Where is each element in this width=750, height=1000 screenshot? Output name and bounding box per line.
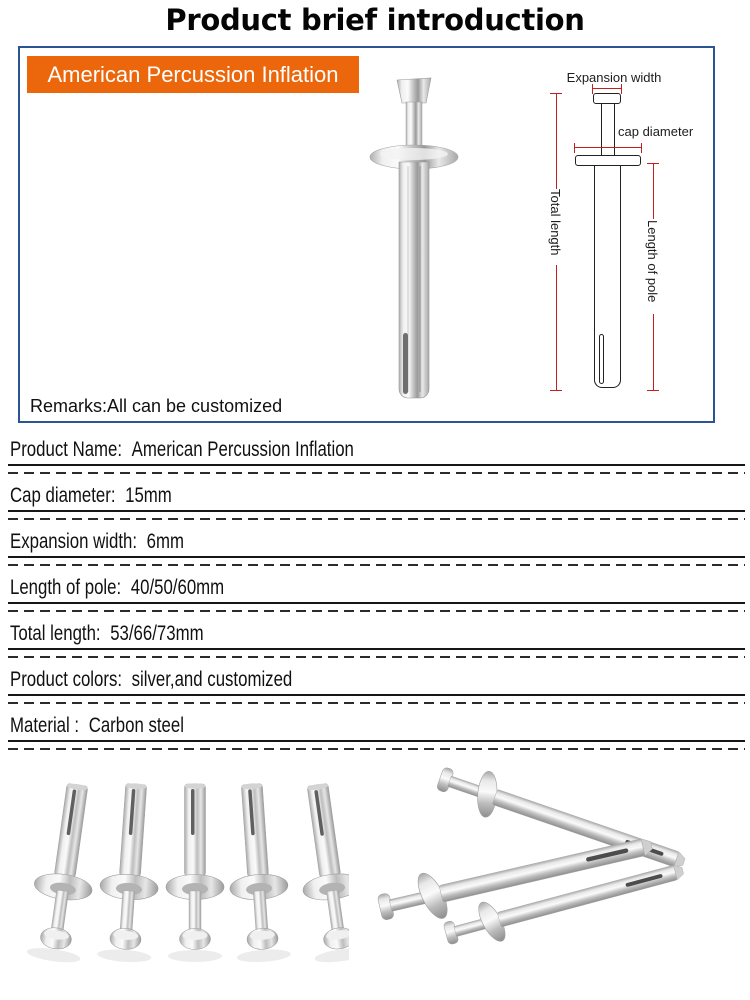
spec-row [8,650,745,696]
product-photo [352,74,476,410]
spec-value: silver,and customized [131,668,293,691]
spec-label: Product colors: [10,668,123,691]
page-title: Product brief introduction [165,3,585,37]
spec-label: Total length: [10,622,101,645]
pole-length-dimension-line [653,314,654,390]
spec-value: 40/50/60mm [130,576,225,599]
spec-value: Carbon steel [88,714,184,737]
spec-label: Cap diameter: [10,484,116,507]
cap-diameter-dimension-line [575,147,641,148]
spec-label: Expansion width: [10,530,138,553]
spec-label: Material : [10,714,80,737]
pole-length-dimension-line [653,163,654,219]
spec-list [8,420,745,742]
total-length-dimension-line [556,265,557,390]
cap-diameter-label: cap diameter [618,124,694,139]
anchor-slot-outline [599,334,604,384]
spec-row [8,466,745,512]
spec-label: Length of pole: [10,576,122,599]
total-length-label: Total length [548,189,563,256]
spec-label: Product Name: [10,438,123,461]
spec-value: 15mm [125,484,172,507]
spec-value: 53/66/73mm [110,622,204,645]
pole-length-bottom-tick [647,390,659,391]
spec-row [8,420,745,466]
dimension-diagram [532,62,717,410]
expansion-width-dimension-line [593,88,621,89]
banner-label: American Percussion Inflation [47,61,339,87]
length-of-pole-label: Length of pole [645,220,660,303]
product-name-banner [27,56,359,93]
total-length-dimension-line [556,93,557,189]
product-panel [18,46,715,423]
remarks-text: Remarks:All can be customized [30,396,283,416]
spec-value: American Percussion Inflation [131,438,354,461]
anchors-row-photo [15,776,349,978]
expansion-width-label: Expansion width [566,70,662,85]
spec-row [8,604,745,650]
spec-row [8,558,745,604]
spec-value: 6mm [146,530,184,553]
spec-row [8,696,745,742]
spec-row [8,512,745,558]
anchors-crossed-photo [376,762,744,994]
total-length-bottom-tick [550,390,562,391]
